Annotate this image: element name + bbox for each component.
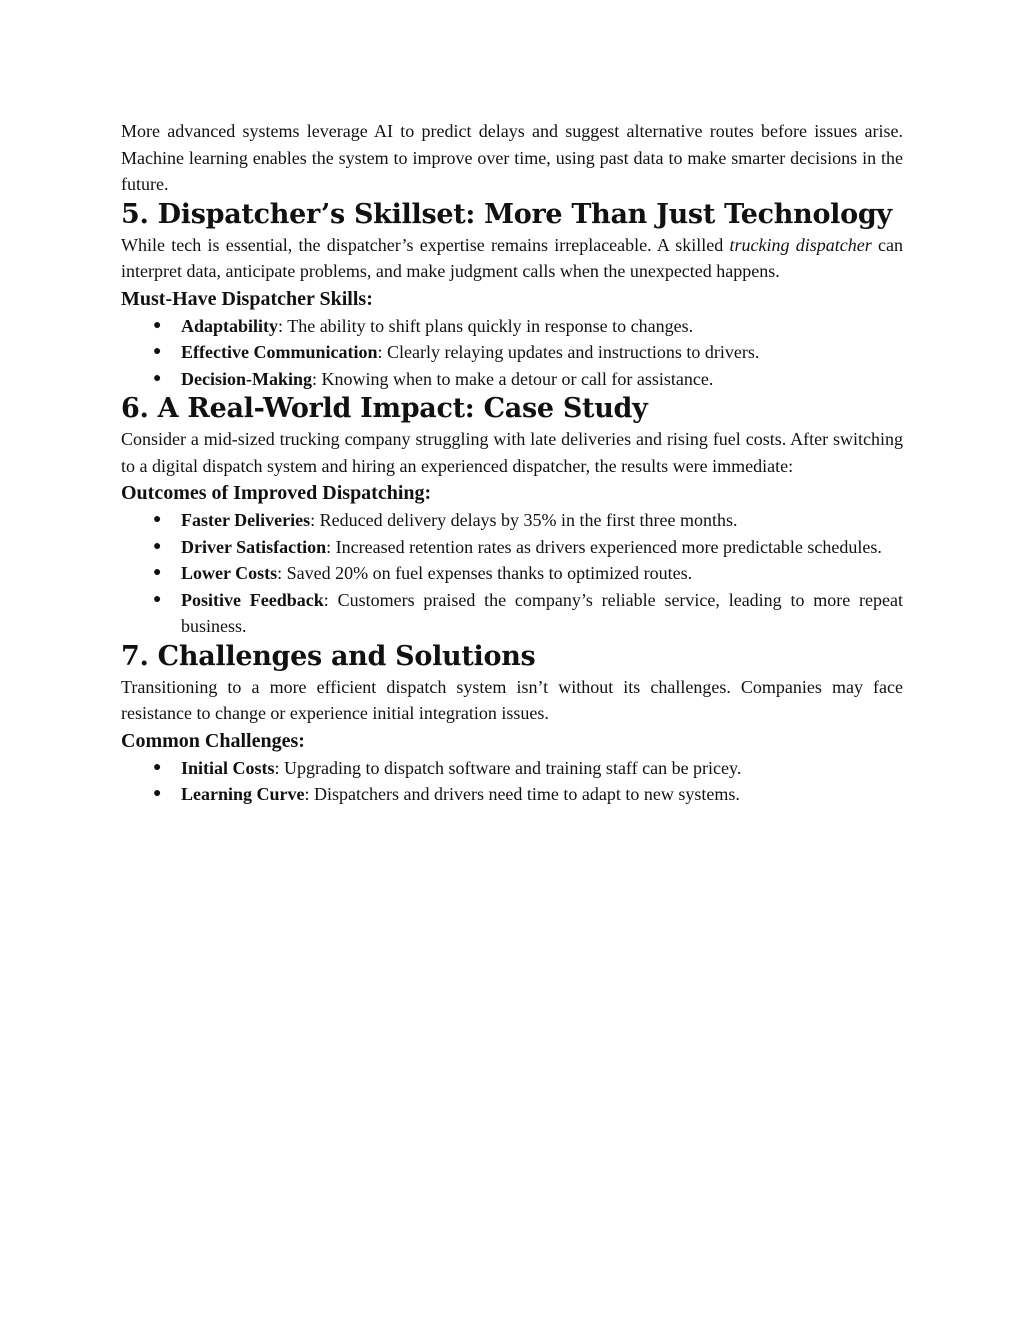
bullet-term: Adaptability (181, 315, 279, 336)
bullet-term: Learning Curve (181, 784, 305, 804)
section-5-paragraph-start: While tech is essential, the dispatcher’s expertise remains irreplaceable. A skilled (121, 234, 730, 255)
list-item (121, 313, 903, 340)
bullet-text: : The ability to shift plans quickly in response to changes. (278, 315, 694, 336)
bullet-icon: ● (153, 317, 162, 333)
section-7-subheading: Common Challenges: (121, 729, 305, 752)
bullet-term: Effective Communication (181, 342, 378, 362)
bullet-text: : Knowing when to make a detour or call for assistance. (312, 368, 714, 389)
bullet-icon: ● (153, 344, 162, 359)
bullet-text: : Increased retention rates as drivers experienced more predictable schedules. (326, 536, 882, 557)
section-6-subheading: Outcomes of Improved Dispatching: (121, 482, 432, 504)
bullet-term: Decision-Making (181, 368, 313, 389)
document-page (121, 118, 903, 808)
bullet-text: : Saved 20% on fuel expenses thanks to optimized routes. (277, 563, 693, 583)
list-item (121, 534, 903, 561)
bullet-term: Faster Deliveries (181, 510, 311, 530)
section-5-heading: 5. Dispatcher’s Skillset: More Than Just Technology (121, 198, 892, 230)
bullet-term: Lower Costs (181, 563, 278, 583)
bullet-icon: ● (153, 565, 162, 580)
section-7-heading: 7. Challenges and Solutions (121, 640, 536, 672)
bullet-text: : Reduced delivery delays by 35% in the first three months. (310, 510, 738, 530)
bullet-icon: ● (153, 759, 162, 775)
list-item (121, 755, 903, 782)
section-5-subheading: Must-Have Dispatcher Skills: (121, 287, 373, 310)
bullet-text: : Dispatchers and drivers need time to adapt to new systems. (304, 784, 740, 804)
bullet-text: : Clearly relaying updates and instructions to drivers. (377, 342, 760, 362)
bullet-text: : Customers praised the company’s reliable service, leading to more repeat business. (181, 589, 903, 636)
section-7-paragraph: Transitioning to a more efficient dispatch system isn’t without its challenges. Companies may face resistance to change or experience initial integration issues. (121, 676, 903, 723)
bullet-icon: ● (153, 538, 162, 554)
list-item (121, 781, 903, 808)
bullet-icon: ● (153, 786, 162, 801)
section-7-bullet-list (121, 755, 903, 808)
list-item (121, 587, 903, 640)
list-item (121, 366, 903, 393)
list-item (121, 507, 903, 534)
section-6-bullet-list (121, 507, 903, 640)
section-6-heading: 6. A Real-World Impact: Case Study (121, 393, 648, 424)
bullet-icon: ● (153, 370, 162, 386)
bullet-term: Driver Satisfaction (181, 536, 327, 557)
bullet-term: Positive Feedback (181, 589, 324, 610)
list-item (121, 560, 903, 587)
bullet-icon: ● (153, 512, 162, 527)
section-5-paragraph-italic: trucking dispatcher (729, 234, 872, 255)
bullet-text: : Upgrading to dispatch software and training staff can be pricey. (274, 757, 742, 778)
section-5-paragraph-end: can interpret data, anticipate problems, and make judgment calls when the unexpected happens. (121, 234, 903, 281)
section-5-paragraph (121, 232, 903, 285)
section-5-bullet-list (121, 313, 903, 393)
intro-paragraph: More advanced systems leverage AI to predict delays and suggest alternative routes before issues arise. Machine learning enables the system to improve over time, using past data to make smarter decisions in the future. (121, 121, 903, 194)
bullet-icon: ● (153, 591, 162, 607)
list-item (121, 339, 903, 366)
bullet-term: Initial Costs (181, 757, 275, 778)
section-6-paragraph: Consider a mid-sized trucking company struggling with late deliveries and rising fuel costs. After switching to a digital dispatch system and hiring an experienced dispatcher, the results were immediate: (121, 429, 903, 476)
